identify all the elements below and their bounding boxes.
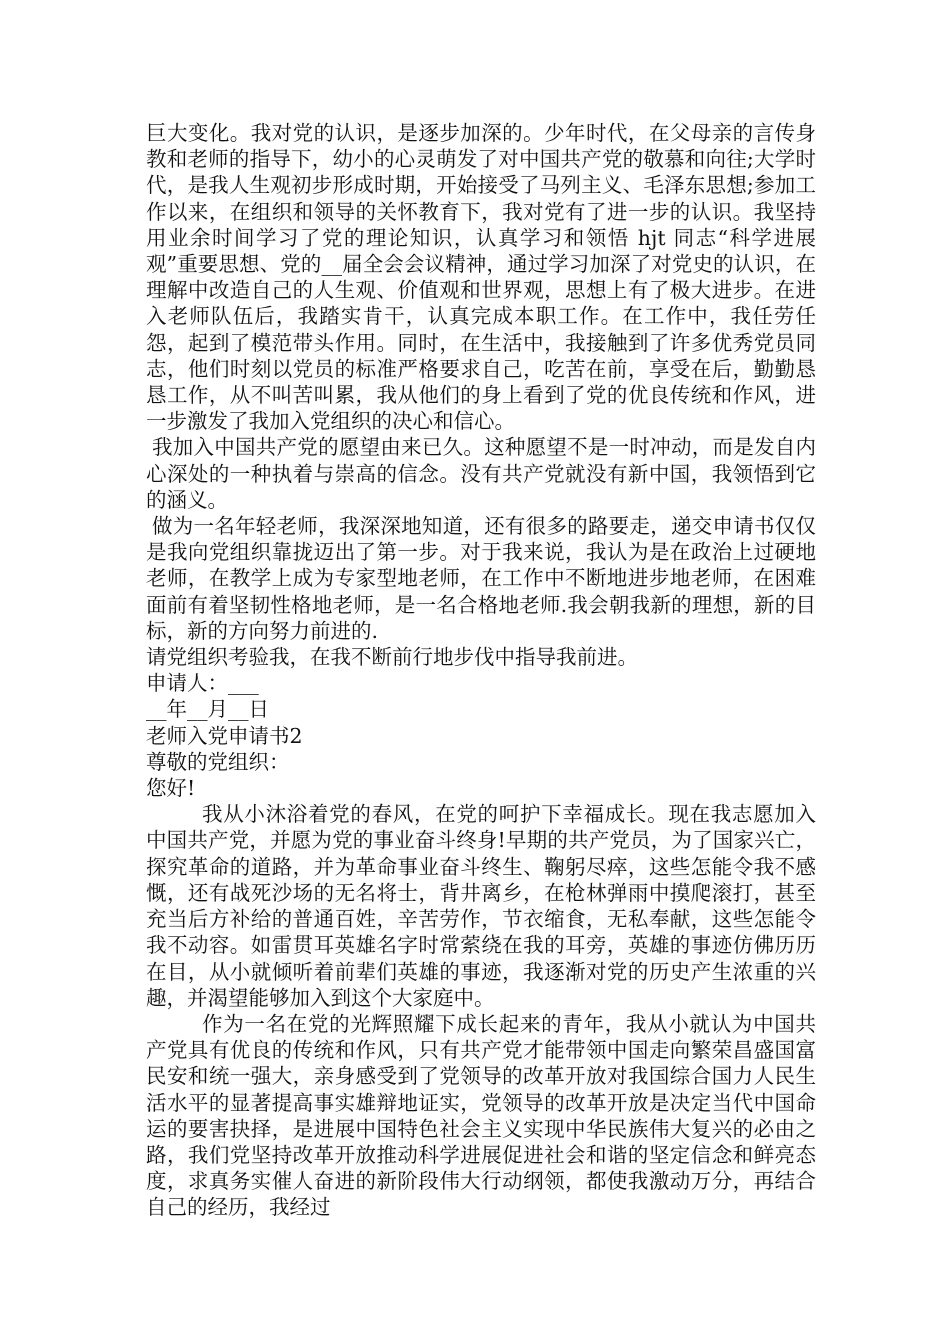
date-line: __年__月__日 — [146, 697, 269, 722]
salutation: 尊敬的党组织： — [146, 749, 290, 774]
applicant-line: 申请人：___ — [146, 671, 259, 696]
paragraph-party-understanding: 巨大变化。我对党的认识，是逐步加深的。少年时代，在父母亲的言传身教和老师的指导下，幼小的心灵萌发了对中国共产党的敬慕和向往;大学时代，是我人生观初步形成时期，开始接受了马列主义、毛泽东思想;参加工作以来，在组织和领导的关怀教育下，我对党有了进一步的认识。我坚持用业余时间学习了党的理论知识，认真学习和领悟 hjt 同志“科学进展观”重要思想、党的__届全会会议精神，通过学习加深了对党史的认识，在理解中改造自己的人生观、价值观和世界观，思想上有了极大进步。在进入老师队伍后，我踏实肯干，认真完成本职工作。在工作中，我任劳任怨，起到了模范带头作用。同时，在生活中，我接触到了许多优秀党员同志，他们时刻以党员的标准严格要求自己，吃苦在前，享受在后，勤勤恳恳工作，从不叫苦叫累，我从他们的身上看到了党的优良传统和作风，进一步激发了我加入党组织的决心和信心。 — [146, 121, 816, 434]
section-title: 老师入党申请书2 — [146, 723, 303, 748]
paragraph-growing-up: 我从小沐浴着党的春风，在党的呵护下幸福成长。现在我志愿加入中国共产党，并愿为党的事业奋斗终身!早期的共产党员，为了国家兴亡，探究革命的道路，并为革命事业奋斗终生、鞠躬尽瘁，这些怎能令我不感慨，还有战死沙场的无名将士，背井离乡，在枪林弹雨中摸爬滚打，甚至充当后方补给的普通百姓，辛苦劳作，节衣缩食，无私奉献，这些怎能令我不动容。如雷贯耳英雄名字时常萦绕在我的耳旁，英雄的事迹仿佛历历在目，从小就倾听着前辈们英雄的事迹，我逐渐对党的历史产生浓重的兴趣，并渴望能够加入到这个大家庭中。 — [146, 802, 816, 1010]
paragraph-request-guidance: 请党组织考验我，在我不断前行地步伐中指导我前进。 — [146, 645, 638, 670]
document-body — [146, 120, 816, 1221]
paragraph-long-held-wish: 我加入中国共产党的愿望由来已久。这种愿望不是一时冲动，而是发自内心深处的一种执着与崇高的信念。没有共产党就没有新中国，我领悟到它的涵义。 — [146, 435, 816, 512]
greeting: 您好! — [146, 776, 196, 801]
paragraph-youth-view: 作为一名在党的光辉照耀下成长起来的青年，我从小就认为中国共产党具有优良的传统和作风，只有共产党才能带领中国走向繁荣昌盛国富民安和统一强大，亲身感受到了党领导的改革开放对我国综合国力人民生活水平的显著提高事实雄辩地证实，党领导的改革开放是决定当代中国命运的要害抉择，是进展中国特色社会主义实现中华民族伟大复兴的必由之路，我们党坚持改革开放推动科学进展促进社会和谐的坚定信念和鲜亮态度，求真务实催人奋进的新阶段伟大行动纲领，都使我激动万分，再结合自己的经历，我经过 — [146, 1011, 816, 1220]
paragraph-young-teacher: 做为一名年轻老师，我深深地知道，还有很多的路要走，递交申请书仅仅是我向党组织靠拢迈出了第一步。对于我来说，我认为是在政治上过硬地老师，在教学上成为专家型地老师，在工作中不断地进步地老师，在困难面前有着坚韧性格地老师，是一名合格地老师.我会朝我新的理想，新的目标，新的方向努力前进的. — [146, 514, 816, 643]
